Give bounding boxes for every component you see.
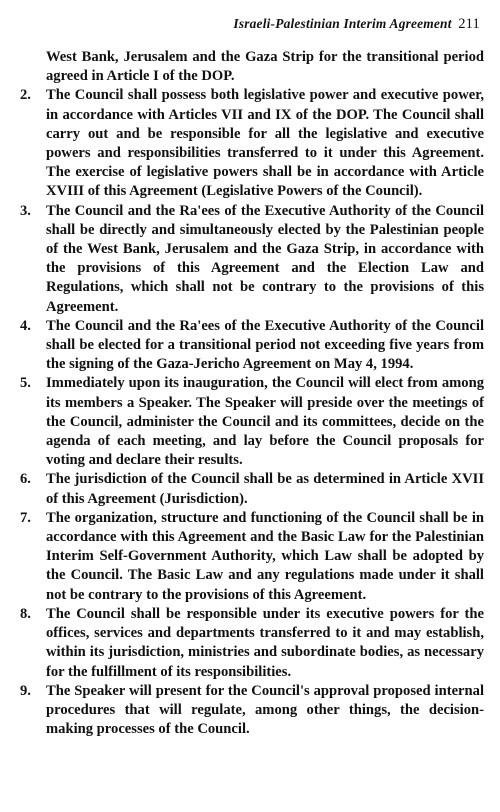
list-item: [20, 86, 484, 201]
list-item: [20, 202, 484, 317]
item-number: 3.: [20, 202, 31, 219]
item-text: Immediately upon its inauguration, the Council will elect from among its members a Speaker. The Speaker will preside over the meetings of the Council, administer the Council and its committees, decide on the agenda of each meeting, and lay before the Council proposals for voting and declare their results.: [46, 375, 484, 469]
item-text: The Council shall possess both legislative power and executive power, in accordance with Articles VII and IX of the DOP. The Council shall carry out and be responsible for all the legislative and executive powers and responsibilities transferred to it under this Agreement. The exercise of legislative powers shall be in accordance with Article XVIII of this Agreement (Legislative Powers of the Council).: [46, 87, 484, 200]
item-number: 5.: [20, 375, 31, 392]
running-header: [233, 16, 480, 33]
item-text: The Speaker will present for the Council's approval proposed internal procedures that will regulate, among other things, the decision-making processes of the Council.: [46, 682, 484, 738]
item-number: 9.: [20, 682, 31, 699]
list-item: [20, 317, 484, 375]
item-number: 8.: [20, 605, 31, 622]
numbered-list: [20, 86, 484, 739]
list-item: [20, 374, 484, 470]
list-item: [20, 682, 484, 740]
item-number: 4.: [20, 317, 31, 334]
item-text: The Council and the Ra'ees of the Executive Authority of the Council shall be directly and simultaneously elected by the Palestinian people of the West Bank, Jerusalem and the Gaza Strip, in accordance with the provisions of this Agreement and the Election Law and Regulations, which shall not be contrary to the provisions of this Agreement.: [46, 202, 484, 315]
item-number: 6.: [20, 471, 31, 488]
page-number: 211: [458, 16, 480, 32]
list-item: [20, 509, 484, 605]
body-text: [20, 48, 484, 739]
item-number: 2.: [20, 87, 31, 104]
running-title: Israeli-Palestinian Interim Agreement: [233, 16, 452, 31]
item-number: 7.: [20, 509, 31, 526]
item-text: The jurisdiction of the Council shall be as determined in Article XVII of this Agreement (Jurisdiction).: [46, 471, 484, 507]
item-text: The Council and the Ra'ees of the Executive Authority of the Council shall be elected for a transitional period not exceeding five years from the signing of the Gaza-Jericho Agreement on May 4, 1994.: [46, 317, 484, 373]
list-item: [20, 470, 484, 508]
list-item: [20, 605, 484, 682]
item-text: The Council shall be responsible under its executive powers for the offices, services and departments transferred to it and may establish, within its jurisdiction, ministries and subordinate bodies, as necessary for the fulfillment of its responsibilities.: [46, 605, 484, 680]
item-text: The organization, structure and functioning of the Council shall be in accordance with this Agreement and the Basic Law for the Palestinian Interim Self-Government Authority, which Law shall be adopted by the Council. The Basic Law and any regulations made under it shall not be contrary to the provisions of this Agreement.: [46, 509, 484, 603]
continuation-paragraph: West Bank, Jerusalem and the Gaza Strip for the transitional period agreed in Article I of the DOP.: [46, 49, 484, 85]
